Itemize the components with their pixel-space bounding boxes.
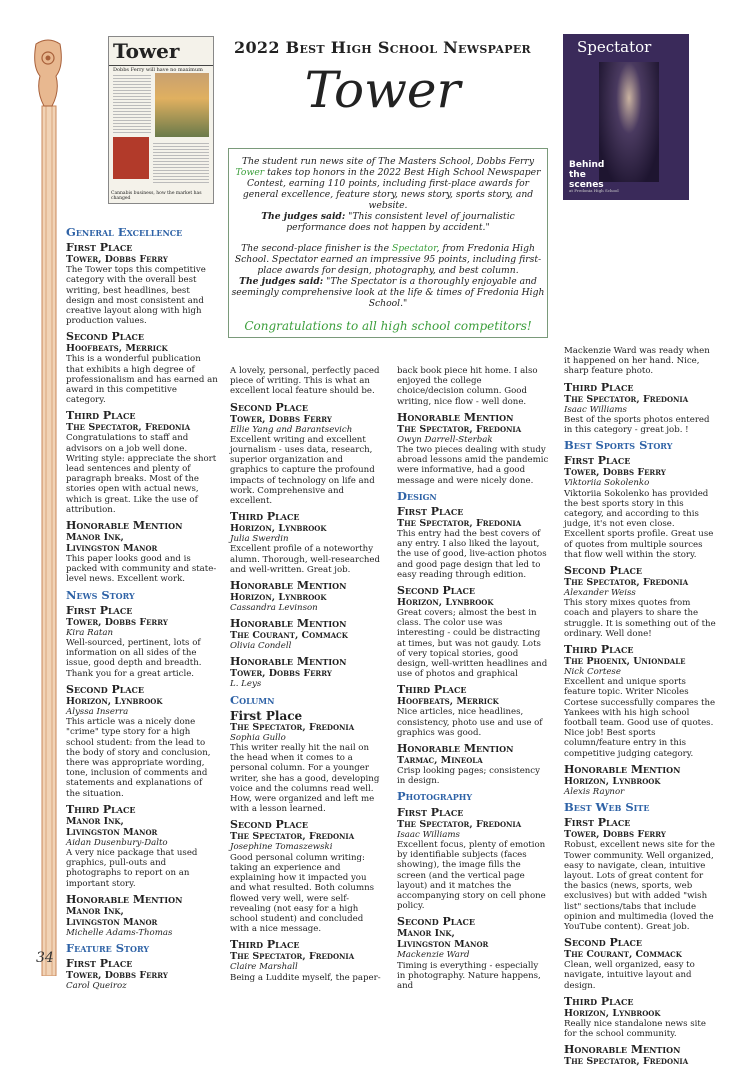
place-heading: Second Place <box>66 682 145 696</box>
publication-name: The Spectator, Fredonia <box>564 1056 689 1067</box>
intro-p2-text-2: , from Fredonia High School. Spectator earned an impressive 95 points, including first-place awards for design, photography, and best column. <box>234 243 542 276</box>
intro-paragraph-1 <box>231 156 545 233</box>
judges-quote-1: "This consistent level of journalistic performance does not happen by accident." <box>286 211 515 233</box>
publication-name: Horizon, Lynbrook <box>66 695 163 707</box>
judge-comment: Excellent and unique sports feature topic. Writer Nicoles Cortese successfully compares the Yankees with his high school football team. Good use of quotes. Nice job! Best sports column/feature entry in this competitive judging category. <box>564 677 716 759</box>
judge-comment: Excellent focus, plenty of emotion by identifiable subjects (faces showing), the image fills the screen (and the vertical page layout) and it matches the accompanying story on cell phone policy. <box>397 839 546 912</box>
publication-name: Manor Ink, <box>397 928 455 940</box>
author-name: Isaac Williams <box>397 829 460 840</box>
author-name: Isaac Williams <box>564 404 627 415</box>
place-heading: First Place <box>66 603 133 617</box>
judges-said-label-1: The judges said: <box>261 211 346 222</box>
publication-name: Livingston Manor <box>66 543 158 555</box>
place-heading: Third Place <box>564 380 634 394</box>
place-heading: Third Place <box>230 510 300 524</box>
publication-name: The Phoenix, Uniondale <box>564 656 686 668</box>
place-heading: Honorable Mention <box>66 519 183 533</box>
section-heading: Photography <box>397 789 473 804</box>
intro-box <box>228 148 548 338</box>
publication-name: Livingston Manor <box>66 826 158 838</box>
place-heading: Third Place <box>230 938 300 952</box>
place-heading: Third Place <box>564 994 634 1008</box>
place-heading: Third Place <box>66 802 136 816</box>
publication-name: The Spectator, Fredonia <box>66 422 191 434</box>
place-heading: Honorable Mention <box>66 892 183 906</box>
place-heading: First Place <box>66 957 133 971</box>
place-heading: Second Place <box>564 936 643 950</box>
author-name: Cassandra Levinson <box>230 603 318 614</box>
publication-name: Manor Ink, <box>66 905 124 917</box>
author-name: Alyssa Inserra <box>66 706 129 717</box>
judge-comment: Excellent profile of a noteworthy alumn. Thorough, well-researched and well-written. Great job. <box>230 544 381 575</box>
section-heading: Best Sports Story <box>564 438 673 453</box>
judge-comment: The Tower tops this competitive category with the overall best writing, best headlines, best design and most consistent and creative layout along with high production values. <box>66 265 206 327</box>
publication-name: Tower, Dobbs Ferry <box>230 413 332 425</box>
judge-comment: A lovely, personal, perfectly paced piece of writing. This is what an excellent local feature should be. <box>230 366 380 397</box>
place-heading: Honorable Mention <box>230 579 347 593</box>
header-title-line: 2022 Best High School Newspaper <box>234 38 531 57</box>
publication-name: Tower, Dobbs Ferry <box>564 467 666 479</box>
place-heading: Honorable Mention <box>230 655 347 669</box>
awards-column-1 <box>66 222 218 991</box>
author-name: Aidan Dusenbury-Dalto <box>66 837 168 848</box>
publication-name: The Spectator, Fredonia <box>230 831 355 843</box>
place-heading: Second Place <box>230 400 309 414</box>
author-name: Sophia Gullo <box>230 732 286 743</box>
tower-map <box>113 137 149 179</box>
place-heading: First Place <box>564 816 631 830</box>
publication-name: Horizon, Lynbrook <box>230 523 327 535</box>
judge-comment: Viktoriia Sokolenko has provided the best sports story in this category, and according to this judge, it's not even close. Excellent sports profile. Great use of quotes from multiple sources that flow well within the story. <box>564 488 714 560</box>
tower-subhead: Dobbs Ferry will have no maximum <box>113 67 203 73</box>
spectator-masthead: Spectator <box>577 38 652 56</box>
judge-comment: This paper looks good and is packed with community and state-level news. Excellent work. <box>66 554 217 585</box>
publication-name: Horizon, Lynbrook <box>397 597 494 609</box>
publication-name: Tower, Dobbs Ferry <box>564 829 666 841</box>
publication-name: The Courant, Commack <box>230 630 348 642</box>
spectator-link[interactable]: Spectator <box>391 243 437 254</box>
publication-name: Tarmac, Mineola <box>397 755 483 767</box>
decorative-pillar <box>34 36 62 976</box>
judge-comment: A very nice package that used graphics, pull-outs and photographs to report on an important story. <box>66 847 198 889</box>
tower-masthead: Tower <box>109 37 213 66</box>
awards-column-4 <box>564 346 716 1067</box>
publication-name: The Spectator, Fredonia <box>397 818 522 830</box>
publication-name: Livingston Manor <box>66 916 158 928</box>
publication-name: The Courant, Commack <box>564 949 682 961</box>
place-heading: Second Place <box>564 564 643 578</box>
judge-comment: Mackenzie Ward was ready when it happened on her hand. Nice, sharp feature photo. <box>564 346 710 377</box>
publication-name: Horizon, Lynbrook <box>564 775 661 787</box>
awards-column-3 <box>397 366 549 991</box>
author-name: Alexis Raynor <box>564 786 625 797</box>
place-heading: Honorable Mention <box>397 410 514 424</box>
place-heading: Honorable Mention <box>564 762 681 776</box>
judge-comment: Nice articles, nice headlines, consistency, photo use and use of graphics was good. <box>397 707 543 738</box>
spectator-footer: at Fredonia High School <box>569 188 619 193</box>
place-heading: Second Place <box>397 915 476 929</box>
judge-comment: Best of the sports photos entered in this category - great job. ! <box>564 414 710 436</box>
judges-said-label-2: The judges said: <box>239 276 324 287</box>
page-number: 34 <box>36 950 54 966</box>
judge-comment: This is a wonderful publication that exhibits a high degree of professionalism and has earned an award in this competitive category. <box>66 354 218 406</box>
author-name: Ellie Yang and Barantsevich <box>230 424 353 435</box>
author-name: Claire Marshall <box>230 962 298 973</box>
place-heading: First Place <box>397 505 464 519</box>
tower-text-lines-2 <box>153 141 209 185</box>
judge-comment: back book piece hit home. I also enjoyed the college choice/decision column. Good writing, nice flow - well done. <box>397 366 538 407</box>
publication-name: The Spectator, Fredonia <box>230 951 355 963</box>
judge-comment: Crisp looking pages; consistency in design. <box>397 766 540 787</box>
judge-comment: Robust, excellent news site for the Tower community. Well organized, easy to navigate, clean, intuitive layout. Lots of great content for the basics (news, sports, web exclusives) but with added "wish list" sections/tabs that include opinion and multimedia (loved the YouTube content). Great job. <box>564 840 715 932</box>
judge-comment: Good personal column writing: taking an experience and explaining how it impacted you and what resulted. Both columns flowed very well, were self-revealing (not easy for a high school student) and concluded with a nice message. <box>230 852 375 935</box>
publication-name: Livingston Manor <box>397 939 489 951</box>
judge-comment: Well-sourced, pertinent, lots of information on all sides of the issue, good depth and breadth. Thank you for a great article. <box>66 638 202 679</box>
publication-name: Tower, Dobbs Ferry <box>230 668 332 680</box>
publication-name: Manor Ink, <box>66 532 124 544</box>
place-heading: First Place <box>397 805 464 819</box>
place-heading: Third Place <box>564 643 634 657</box>
author-name: Kira Ratan <box>66 627 114 638</box>
tower-text-lines <box>113 73 151 133</box>
publication-name: Hoofbeats, Merrick <box>66 343 168 355</box>
intro-p1-text-2: takes top honors in the 2022 Best High School Newspaper Contest, earning 110 points, including first-place awards for general excellence, feature story, news story, sports story, and website. <box>242 167 541 211</box>
place-heading: Honorable Mention <box>564 1043 681 1057</box>
judge-comment: Really nice standalone news site for the school community. <box>564 1018 706 1039</box>
section-heading: News Story <box>66 587 135 602</box>
judges-quote-2: "The Spectator is a thoroughly enjoyable and seemingly comprehensive look at the life & times of Fredonia High School." <box>231 276 545 309</box>
author-name: L. Leys <box>230 679 262 690</box>
intro-p2-text: The second-place finisher is the <box>241 243 390 254</box>
author-name: Michelle Adams-Thomas <box>66 927 173 938</box>
congratulations-message: Congratulations to all high school competitors! <box>244 319 532 333</box>
spectator-cover-thumbnail <box>563 34 689 200</box>
tower-link[interactable]: Tower <box>235 167 265 178</box>
author-name: Owyn Darrell-Sterbak <box>397 434 493 445</box>
publication-name: Horizon, Lynbrook <box>230 592 327 604</box>
judge-comment: This article was a nicely done "crime" type story for a high school student: from the lead to the body of story and conclusion, there was appropriate wording, tone, inclusion of comments and statements and explanations of the situation. <box>66 717 211 799</box>
author-name: Julia Swerdin <box>230 534 289 545</box>
judge-comment: Clean, well organized, easy to navigate, intuitive layout and design. <box>564 960 695 991</box>
publication-name: Manor Ink, <box>66 815 124 827</box>
tower-caption: Cannabis business, how the market has changed <box>111 191 202 201</box>
judge-comment: Excellent writing and excellent journalism - uses data, research, superior organization and graphics to capture the profound impacts of technology on life and work. Comprehensive and excellent. <box>230 434 375 507</box>
publication-name: Tower, Dobbs Ferry <box>66 254 168 266</box>
judge-comment: Congratulations to staff and advisors on a job well done. Writing style: appreciate the short lead sentences and plenty of paragraph breaks. Most of the stories open with actual news, which is great. Like the use of attribution. <box>66 433 217 515</box>
author-name: Carol Queiroz <box>66 981 127 992</box>
judge-comment: This entry had the best covers of any entry. I also liked the layout, the use of good, live-action photos and good page design that led to easy reading through edition. <box>397 529 547 580</box>
place-heading: First Place <box>564 454 631 468</box>
author-name: Nick Cortese <box>564 667 621 678</box>
publication-name: The Spectator, Fredonia <box>397 518 522 530</box>
judge-comment: This writer really hit the nail on the head when it comes to a personal column. For a younger writer, she has a good, developing voice and the columns read well. How, were organized and left me with a lesson learned. <box>230 743 380 815</box>
intro-paragraph-2 <box>231 243 545 309</box>
judge-comment: Being a Luddite myself, the paper- <box>230 972 381 983</box>
place-heading: Third Place <box>397 683 467 697</box>
section-heading: Design <box>397 488 437 503</box>
spectator-subhead: Behind the scenes <box>569 160 605 190</box>
judge-comment: Timing is everything - especially in photography. Nature happens, and <box>397 960 541 991</box>
publication-name: The Spectator, Fredonia <box>230 721 355 733</box>
place-heading: Second Place <box>230 818 309 832</box>
publication-name: Tower, Dobbs Ferry <box>66 616 168 628</box>
publication-name: The Spectator, Fredonia <box>564 393 689 405</box>
place-heading: Honorable Mention <box>397 742 514 756</box>
author-name: Mackenzie Ward <box>397 950 470 961</box>
section-heading: Feature Story <box>66 940 150 955</box>
tower-photo <box>155 73 209 137</box>
place-heading: First Place <box>230 708 303 723</box>
publication-name: The Spectator, Fredonia <box>564 577 689 589</box>
section-heading: Best Web Site <box>564 800 650 815</box>
author-name: Olivia Condell <box>230 641 292 652</box>
place-heading: Third Place <box>66 409 136 423</box>
section-heading: Column <box>230 692 275 707</box>
awards-column-2 <box>230 366 382 983</box>
publication-name: The Spectator, Fredonia <box>397 423 522 435</box>
place-heading: Honorable Mention <box>230 617 347 631</box>
section-heading: General Excellence <box>66 225 183 239</box>
judge-comment: The two pieces dealing with study abroad lessons amid the pandemic were informative, had a good message and were nicely done. <box>397 445 549 486</box>
place-heading: Second Place <box>397 584 476 598</box>
header-newspaper-name: Tower <box>304 61 461 119</box>
author-name: Josephine Tomaszewski <box>230 842 333 853</box>
publication-name: Horizon, Lynbrook <box>564 1007 661 1019</box>
intro-p1-text: The student run news site of The Masters School, Dobbs Ferry <box>241 156 535 167</box>
author-name: Viktoriia Sokolenko <box>564 478 650 489</box>
tower-cover-thumbnail <box>108 36 214 204</box>
publication-name: Hoofbeats, Merrick <box>397 696 499 708</box>
place-heading: First Place <box>66 241 133 255</box>
judge-comment: Great covers; almost the best in class. The color use was interesting - could be distracting at times, but was not gaudy. Lots of very topical stories, good design, well-written headlines and use of photos and graphical <box>397 608 548 680</box>
page-header <box>225 38 540 119</box>
publication-name: Tower, Dobbs Ferry <box>66 970 168 982</box>
author-name: Alexander Weiss <box>564 588 636 599</box>
judge-comment: This story mixes quotes from coach and players to share the struggle. It is something out of the ordinary. Well done! <box>564 598 716 639</box>
place-heading: Second Place <box>66 330 145 344</box>
